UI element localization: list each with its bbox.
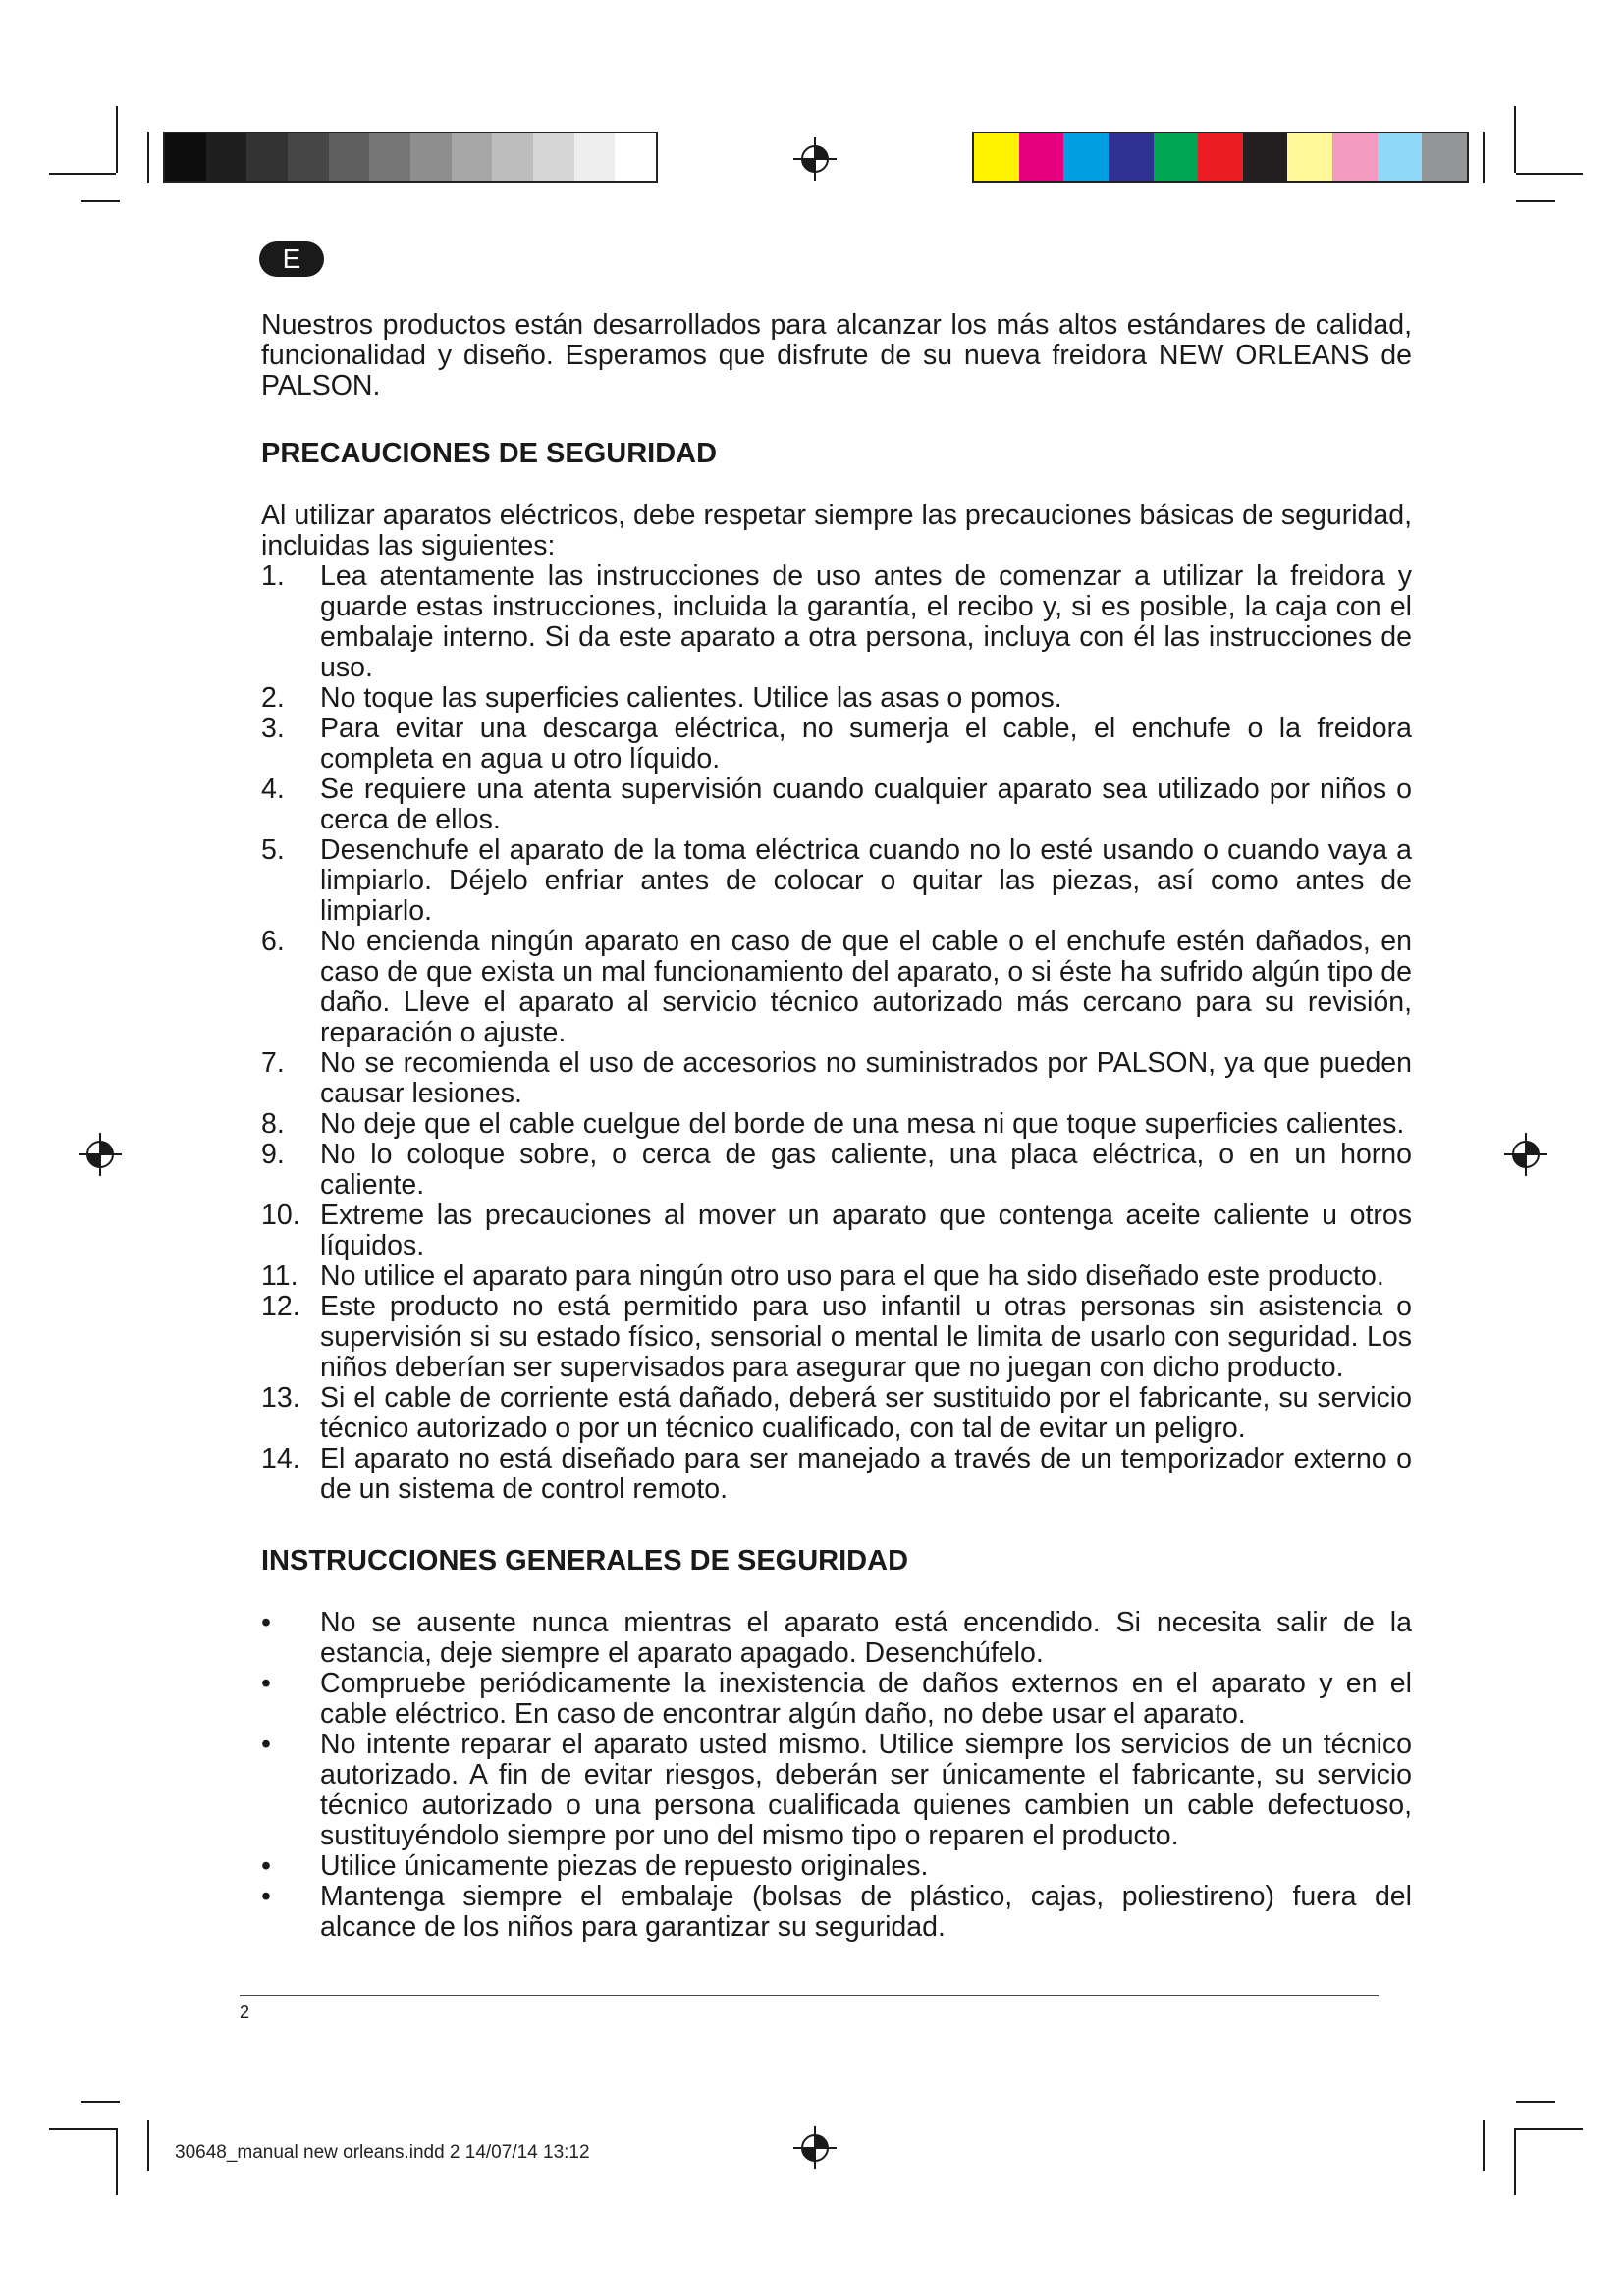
crop-mark (1483, 2120, 1485, 2171)
color-swatch (329, 133, 370, 181)
color-swatch (288, 133, 329, 181)
color-swatch (1332, 133, 1378, 181)
safety-list (261, 561, 1412, 1505)
crop-mark (147, 132, 149, 183)
safety-item (261, 1383, 1412, 1444)
color-swatch (615, 133, 656, 181)
item-text: Mantenga siempre el embalaje (bolsas de plástico, cajas, poliestireno) fuera del alcance de los niños para garantizar su seguridad. (320, 1881, 1412, 1943)
safety-item (261, 683, 1412, 714)
registration-mark-icon (1504, 1133, 1547, 1176)
item-text: Compruebe periódicamente la inexistencia de daños externos en el aparato y en el cable eléctrico. En caso de encontrar algún daño, no debe usar el aparato. (320, 1668, 1412, 1730)
safety-lead: Al utilizar aparatos eléctricos, debe respetar siempre las precauciones básicas de seguridad, incluidas las siguientes: (261, 500, 1412, 561)
safety-item (261, 714, 1412, 774)
safety-item (261, 927, 1412, 1048)
item-text: No se ausente nunca mientras el aparato está encendido. Si necesita salir de la estancia, deje siempre el aparato apagado. Desenchúfelo. (320, 1607, 1412, 1669)
language-badge: E (259, 241, 324, 277)
safety-item (261, 1109, 1412, 1140)
item-number: 4. (261, 774, 285, 805)
crop-mark (49, 2128, 116, 2130)
intro-paragraph: Nuestros productos están desarrollados para alcanzar los más altos estándares de calidad, funcionalidad y diseño. Esperamos que disfrute de su nueva freidora NEW ORLEANS de PALSON. (261, 309, 1412, 401)
color-swatch (206, 133, 247, 181)
bullet-icon: • (261, 1850, 271, 1882)
color-swatch (1198, 133, 1243, 181)
item-number: 10. (261, 1200, 300, 1231)
color-swatch (452, 133, 493, 181)
item-text: No toque las superficies calientes. Utilice las asas o pomos. (320, 682, 1062, 714)
registration-mark-icon (79, 1133, 122, 1176)
general-section-title: INSTRUCCIONES GENERALES DE SEGURIDAD (261, 1545, 909, 1576)
registration-mark-icon (793, 2126, 837, 2169)
crop-mark (1483, 132, 1485, 183)
item-number: 7. (261, 1047, 285, 1079)
safety-item (261, 1292, 1412, 1383)
crop-mark (1516, 173, 1583, 175)
safety-item (261, 1201, 1412, 1261)
color-swatch (1063, 133, 1109, 181)
crop-mark (1516, 2101, 1555, 2103)
color-swatch (533, 133, 574, 181)
item-number: 3. (261, 713, 285, 744)
general-safety-list (261, 1608, 1412, 1943)
item-text: Desenchufe el aparato de la toma eléctrica cuando no lo esté usando o cuando vaya a limpiarlo. Déjelo enfriar antes de colocar o quitar las piezas, así como antes de limpiarlo. (320, 834, 1412, 927)
crop-mark (49, 173, 116, 175)
item-number: 9. (261, 1139, 285, 1170)
item-text: No utilice el aparato para ningún otro uso para el que ha sido diseñado este producto. (320, 1260, 1384, 1292)
item-text: No deje que el cable cuelgue del borde de una mesa ni que toque superficies calientes. (320, 1108, 1405, 1140)
crop-mark (1514, 2128, 1516, 2195)
grayscale-calibration-bar (163, 132, 658, 183)
color-calibration-bar (972, 132, 1469, 183)
safety-item (261, 774, 1412, 835)
safety-item (261, 1261, 1412, 1292)
page-divider (240, 1995, 1379, 1996)
general-safety-item (261, 1730, 1412, 1851)
general-safety-item (261, 1851, 1412, 1882)
crop-mark (1516, 200, 1555, 202)
item-text: Para evitar una descarga eléctrica, no sumerja el cable, el enchufe o la freidora completa en agua u otro líquido. (320, 713, 1412, 774)
crop-mark (1514, 106, 1516, 173)
item-number: 11. (261, 1260, 298, 1292)
item-text: El aparato no está diseñado para ser manejado a través de un temporizador externo o de un sistema de control remoto. (320, 1443, 1412, 1505)
color-swatch (369, 133, 410, 181)
crop-mark (1516, 2128, 1583, 2130)
crop-mark (116, 2128, 118, 2195)
crop-mark (81, 2101, 120, 2103)
crop-mark (116, 106, 118, 173)
crop-mark (81, 200, 120, 202)
item-text: Extreme las precauciones al mover un aparato que contenga aceite caliente u otros líquidos. (320, 1200, 1412, 1261)
item-number: 6. (261, 926, 285, 957)
item-number: 8. (261, 1108, 285, 1140)
registration-mark-icon (793, 137, 837, 181)
color-swatch (1287, 133, 1332, 181)
bullet-icon: • (261, 1729, 271, 1760)
safety-item (261, 835, 1412, 927)
item-number: 14. (261, 1443, 300, 1474)
item-text: Se requiere una atenta supervisión cuando cualquier aparato sea utilizado por niños o cerca de ellos. (320, 774, 1412, 835)
general-safety-item (261, 1882, 1412, 1943)
bullet-icon: • (261, 1668, 271, 1699)
item-number: 5. (261, 834, 285, 866)
color-swatch (1019, 133, 1064, 181)
safety-item (261, 561, 1412, 683)
item-text: No encienda ningún aparato en caso de que el cable o el enchufe estén dañados, en caso de que exista un mal funcionamiento del aparato, o si éste ha sufrido algún tipo de daño. Lleve el aparato al servicio técnico autorizado más cercano para su revisión, reparación o ajuste. (320, 926, 1412, 1048)
item-text: Este producto no está permitido para uso infantil u otras personas sin asistencia o supervisión si su estado físico, sensorial o mental le limita de usarlo con seguridad. Los niños deberían ser supervisados para asegurar que no juegan con dicho producto. (320, 1291, 1412, 1383)
color-swatch (1154, 133, 1199, 181)
general-safety-item (261, 1608, 1412, 1669)
color-swatch (410, 133, 452, 181)
item-text: Utilice únicamente piezas de repuesto originales. (320, 1850, 929, 1882)
general-safety-item (261, 1669, 1412, 1730)
color-swatch (246, 133, 288, 181)
color-swatch (974, 133, 1019, 181)
item-text: Lea atentamente las instrucciones de uso antes de comenzar a utilizar la freidora y guarde estas instrucciones, incluida la garantía, el recibo y, si es posible, la caja con el embalaje interno. Si da este aparato a otra persona, incluya con él las instrucciones de uso. (320, 561, 1412, 683)
bullet-icon: • (261, 1607, 271, 1638)
color-swatch (1243, 133, 1288, 181)
color-swatch (492, 133, 533, 181)
item-number: 12. (261, 1291, 300, 1322)
color-swatch (1422, 133, 1467, 181)
safety-item (261, 1048, 1412, 1109)
page-number: 2 (240, 2002, 250, 2022)
color-swatch (1109, 133, 1154, 181)
bullet-icon: • (261, 1881, 271, 1912)
manual-content (261, 310, 1412, 1943)
safety-item (261, 1140, 1412, 1201)
safety-item (261, 1444, 1412, 1505)
item-number: 2. (261, 682, 285, 714)
safety-section-title: PRECAUCIONES DE SEGURIDAD (261, 438, 718, 469)
item-text: No se recomienda el uso de accesorios no suministrados por PALSON, ya que pueden causar lesiones. (320, 1047, 1412, 1109)
item-number: 13. (261, 1382, 300, 1414)
color-swatch (1378, 133, 1423, 181)
crop-mark (147, 2120, 149, 2171)
color-swatch (574, 133, 616, 181)
color-swatch (165, 133, 206, 181)
item-text: No intente reparar el aparato usted mismo. Utilice siempre los servicios de un técnico autorizado. A fin de evitar riesgos, deberán ser únicamente el fabricante, su servicio técnico autorizado o una persona cualificada quienes cambien un cable defectuoso, sustituyéndolo siempre por uno del mismo tipo o reparen el producto. (320, 1729, 1412, 1851)
item-text: Si el cable de corriente está dañado, deberá ser sustituido por el fabricante, su servicio técnico autorizado o por un técnico cualificado, con tal de evitar un peligro. (320, 1382, 1412, 1444)
file-slug: 30648_manual new orleans.indd 2 14/07/14 13:12 (175, 2142, 590, 2163)
item-text: No lo coloque sobre, o cerca de gas caliente, una placa eléctrica, o en un horno caliente. (320, 1139, 1412, 1201)
item-number: 1. (261, 561, 285, 592)
